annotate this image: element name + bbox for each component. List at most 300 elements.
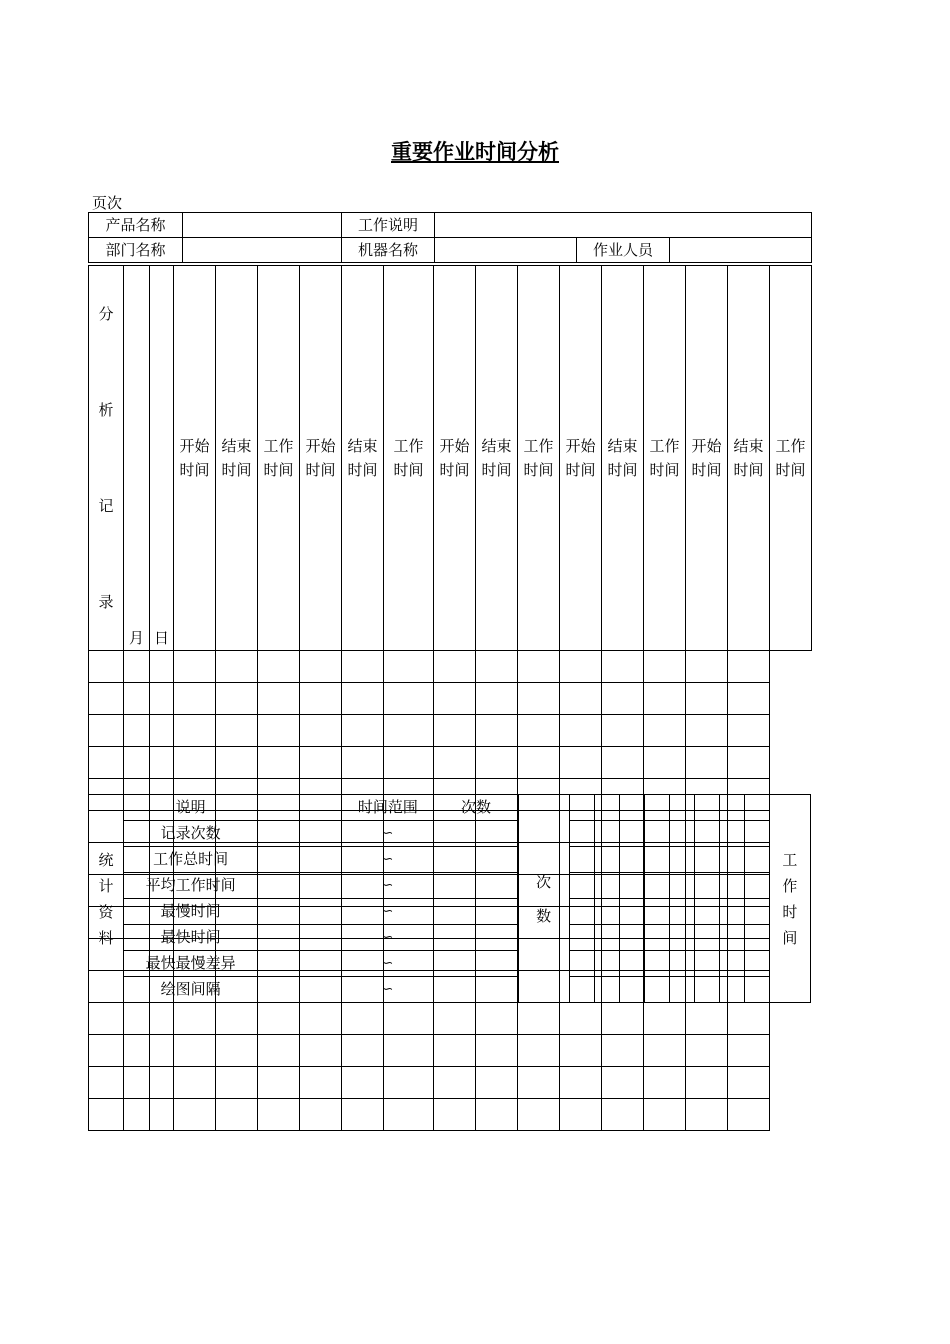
column-header-top: 结束 [733,437,764,455]
chart-grid-cell[interactable] [694,925,719,951]
record-cell[interactable] [300,683,342,715]
statistics-table [88,794,811,1003]
chart-grid-cell[interactable] [744,795,769,821]
record-cell[interactable] [124,1067,150,1099]
record-cell[interactable] [728,683,770,715]
record-cell[interactable] [258,1003,300,1035]
record-cell[interactable] [150,715,174,747]
chart-grid-cell[interactable] [719,899,744,925]
record-cell[interactable] [644,1099,686,1131]
stat-item-label: 工作总时间 [124,847,258,873]
work-desc-label: 工作说明 [342,213,435,238]
side-label-char: 析 [98,401,114,419]
record-cell[interactable] [602,715,644,747]
record-cell[interactable] [342,683,384,715]
stats-row [89,899,811,925]
record-cell[interactable] [518,1067,560,1099]
record-cell[interactable] [258,747,300,779]
column-header-top: 开始 [565,437,596,455]
record-cell[interactable] [728,1099,770,1131]
stat-count-cell[interactable] [434,977,518,1003]
chart-grid-cell[interactable] [719,873,744,899]
record-cell[interactable] [434,1067,476,1099]
stat-value-cell[interactable] [258,925,342,951]
record-cell[interactable] [342,747,384,779]
time-column-header [174,266,216,651]
time-column-header [644,266,686,651]
stats-row [89,821,811,847]
chart-grid-cell[interactable] [669,899,694,925]
vertical-label-char: 工 [782,850,798,869]
stats-row [89,847,811,873]
time-range-tilde[interactable]: ∽ [342,899,434,925]
record-cell[interactable] [300,1099,342,1131]
vertical-label-char: 计 [98,876,114,895]
worktime-axis-label [769,795,810,1003]
record-cell[interactable] [686,1099,728,1131]
chart-grid-cell[interactable] [644,899,669,925]
chart-grid-cell[interactable] [669,847,694,873]
record-cell[interactable] [216,683,258,715]
table-row [89,1067,812,1099]
stat-count-cell[interactable] [434,951,518,977]
record-cell[interactable] [300,747,342,779]
chart-grid-cell[interactable] [669,977,694,1003]
record-cell[interactable] [728,715,770,747]
chart-grid-cell[interactable] [694,977,719,1003]
record-cell[interactable] [560,1099,602,1131]
chart-grid-cell[interactable] [594,873,619,899]
record-cell[interactable] [518,1003,560,1035]
info-table [88,212,812,263]
record-cell[interactable] [644,651,686,683]
chart-grid-cell[interactable] [569,951,594,977]
record-cell[interactable] [342,651,384,683]
record-cell[interactable] [384,715,434,747]
record-cell[interactable] [174,1099,216,1131]
record-cell[interactable] [174,1067,216,1099]
stat-value-cell[interactable] [258,977,342,1003]
record-cell[interactable] [518,1099,560,1131]
record-cell[interactable] [518,1035,560,1067]
column-header-top: 工作 [523,437,554,455]
column-header-bottom: 时间 [733,461,764,479]
page-title: 重要作业时间分析 [391,139,559,164]
record-cell[interactable] [686,1035,728,1067]
record-cell[interactable] [258,1067,300,1099]
chart-grid-cell[interactable] [669,873,694,899]
vertical-label-char: 统 [98,850,114,869]
record-cell[interactable] [124,1003,150,1035]
record-cell[interactable] [174,1035,216,1067]
record-cell[interactable] [728,651,770,683]
chart-grid-cell[interactable] [619,899,644,925]
stat-count-cell[interactable] [434,821,518,847]
time-column-header [258,266,300,651]
record-cell[interactable] [434,715,476,747]
time-column-header [518,266,560,651]
stat-value-cell[interactable] [258,873,342,899]
count-header: 次数 [434,795,518,821]
record-cell[interactable] [89,715,124,747]
record-cell[interactable] [384,1067,434,1099]
record-cell[interactable] [560,715,602,747]
record-cell[interactable] [384,1099,434,1131]
chart-grid-cell[interactable] [694,847,719,873]
record-cell[interactable] [518,715,560,747]
chart-grid-cell[interactable] [644,977,669,1003]
record-cell[interactable] [476,1067,518,1099]
stats-row [89,795,811,821]
record-cell[interactable] [602,683,644,715]
column-header-top: 开始 [179,437,210,455]
record-cell[interactable] [216,1067,258,1099]
record-cell[interactable] [342,1099,384,1131]
column-header-top: 工作 [263,437,294,455]
chart-grid-cell[interactable] [694,873,719,899]
column-header-bottom: 时间 [439,461,470,479]
record-cell[interactable] [518,651,560,683]
record-cell[interactable] [476,683,518,715]
machine-name-field[interactable] [435,238,577,263]
time-range-tilde[interactable]: ∽ [342,925,434,951]
record-cell[interactable] [384,747,434,779]
record-cell[interactable] [216,651,258,683]
work-desc-field[interactable] [435,213,812,238]
record-cell[interactable] [518,683,560,715]
chart-grid-cell[interactable] [744,925,769,951]
record-cell[interactable] [174,1003,216,1035]
stat-count-cell[interactable] [434,899,518,925]
record-cell[interactable] [560,1003,602,1035]
column-header-bottom: 时间 [481,461,512,479]
chart-grid-cell[interactable] [594,847,619,873]
record-cell[interactable] [300,1003,342,1035]
time-column-header [560,266,602,651]
chart-grid-cell[interactable] [569,847,594,873]
record-cell[interactable] [89,651,124,683]
chart-grid-cell[interactable] [719,977,744,1003]
record-cell[interactable] [216,1003,258,1035]
record-cell[interactable] [150,683,174,715]
record-cell[interactable] [476,1099,518,1131]
record-cell[interactable] [124,1099,150,1131]
desc-blank-cell[interactable] [258,795,342,821]
record-cell[interactable] [476,747,518,779]
stats-side-text [99,851,114,947]
column-header-top: 开始 [305,437,336,455]
record-cell[interactable] [686,683,728,715]
stats-row [89,873,811,899]
chart-grid-cell[interactable] [594,795,619,821]
record-cell[interactable] [644,1003,686,1035]
side-label-char: 录 [98,593,114,611]
operator-label: 作业人员 [577,238,670,263]
record-cell[interactable] [476,1035,518,1067]
record-cell[interactable] [644,683,686,715]
record-cell[interactable] [560,651,602,683]
chart-grid-cell[interactable] [619,821,644,847]
record-cell[interactable] [150,1003,174,1035]
record-cell[interactable] [150,1099,174,1131]
dept-name-field[interactable] [183,238,342,263]
record-cell[interactable] [150,1067,174,1099]
record-cell[interactable] [434,1003,476,1035]
column-header-bottom: 时间 [221,461,252,479]
chart-grid-cell[interactable] [694,795,719,821]
record-cell[interactable] [728,1003,770,1035]
record-cell[interactable] [384,1003,434,1035]
chart-grid-cell[interactable] [569,899,594,925]
chart-grid-cell[interactable] [744,951,769,977]
record-cell[interactable] [258,683,300,715]
record-cell[interactable] [434,1035,476,1067]
record-cell[interactable] [644,747,686,779]
column-header-bottom: 时间 [347,461,378,479]
record-cell[interactable] [686,651,728,683]
chart-grid-cell[interactable] [719,821,744,847]
column-header-top: 开始 [439,437,470,455]
record-cell[interactable] [476,651,518,683]
record-cell[interactable] [89,747,124,779]
record-cell[interactable] [602,1067,644,1099]
chart-grid-cell[interactable] [644,925,669,951]
time-range-tilde[interactable]: ∽ [342,951,434,977]
chart-grid-cell[interactable] [619,795,644,821]
chart-grid-cell[interactable] [644,795,669,821]
time-column-header [770,266,812,651]
time-range-tilde[interactable]: ∽ [342,847,434,873]
record-cell[interactable] [174,651,216,683]
record-cell[interactable] [258,715,300,747]
vertical-label-char: 间 [782,928,798,947]
chart-grid-cell[interactable] [569,821,594,847]
stats-row [89,951,811,977]
record-cell[interactable] [686,1003,728,1035]
record-cell[interactable] [602,651,644,683]
record-cell[interactable] [124,651,150,683]
chart-grid-cell[interactable] [619,951,644,977]
record-cell[interactable] [342,715,384,747]
time-column-header [602,266,644,651]
record-cell[interactable] [560,1067,602,1099]
record-cell[interactable] [476,1003,518,1035]
record-cell[interactable] [124,683,150,715]
record-cell[interactable] [300,1035,342,1067]
record-cell[interactable] [644,1067,686,1099]
record-cell[interactable] [560,747,602,779]
chart-grid-cell[interactable] [569,795,594,821]
record-cell[interactable] [300,715,342,747]
record-cell[interactable] [300,651,342,683]
stat-value-cell[interactable] [258,899,342,925]
chart-grid-cell[interactable] [569,977,594,1003]
record-cell[interactable] [89,1067,124,1099]
chart-grid-cell[interactable] [594,821,619,847]
record-cell[interactable] [89,683,124,715]
stat-value-cell[interactable] [258,951,342,977]
record-cell[interactable] [728,1035,770,1067]
chart-grid-cell[interactable] [569,925,594,951]
day-label: 日 [153,629,169,647]
record-cell[interactable] [342,1003,384,1035]
time-range-tilde[interactable]: ∽ [342,977,434,1003]
column-header-top: 开始 [691,437,722,455]
vertical-label-char: 次 [536,872,552,891]
stat-item-label: 最快时间 [124,925,258,951]
chart-grid-cell[interactable] [669,821,694,847]
record-cell[interactable] [174,683,216,715]
record-cell[interactable] [602,1099,644,1131]
chart-grid-cell[interactable] [594,951,619,977]
product-name-field[interactable] [183,213,342,238]
column-header-top: 工作 [649,437,680,455]
time-range-tilde[interactable]: ∽ [342,873,434,899]
stat-item-label: 平均工作时间 [124,873,258,899]
record-cell[interactable] [728,747,770,779]
record-cell[interactable] [434,651,476,683]
record-cell[interactable] [342,1035,384,1067]
record-cell[interactable] [518,747,560,779]
time-column-header [342,266,384,651]
record-cell[interactable] [560,683,602,715]
stat-item-label: 最快最慢差异 [124,951,258,977]
record-cell[interactable] [89,1003,124,1035]
side-label-char: 记 [98,497,114,515]
chart-grid-cell[interactable] [644,873,669,899]
chart-grid-cell[interactable] [694,951,719,977]
record-cell[interactable] [174,747,216,779]
stat-count-cell[interactable] [434,873,518,899]
record-cell[interactable] [434,683,476,715]
record-cell[interactable] [384,651,434,683]
record-cell[interactable] [89,1035,124,1067]
record-cell[interactable] [150,651,174,683]
record-cell[interactable] [342,1067,384,1099]
record-cell[interactable] [216,747,258,779]
chart-grid-cell[interactable] [719,925,744,951]
record-cell[interactable] [258,1099,300,1131]
chart-grid-cell[interactable] [744,821,769,847]
stat-value-cell[interactable] [258,847,342,873]
stat-item-label: 最慢时间 [124,899,258,925]
record-cell[interactable] [728,1067,770,1099]
stat-item-label: 绘图间隔 [124,977,258,1003]
record-cell[interactable] [602,747,644,779]
record-cell[interactable] [434,1099,476,1131]
table-row [89,747,812,779]
record-cell[interactable] [258,651,300,683]
chart-grid-cell[interactable] [594,925,619,951]
record-cell[interactable] [602,1035,644,1067]
vertical-label-char: 时 [782,902,798,921]
time-column-header [728,266,770,651]
desc-header: 说明 [124,795,258,821]
time-range-tilde[interactable]: ∽ [342,821,434,847]
record-cell[interactable] [686,747,728,779]
record-cell[interactable] [124,747,150,779]
record-cell[interactable] [124,715,150,747]
record-cell[interactable] [89,1099,124,1131]
chart-grid-cell[interactable] [744,899,769,925]
record-cell[interactable] [644,1035,686,1067]
record-cell[interactable] [686,715,728,747]
time-column-header [216,266,258,651]
page-number-label: 页次 [92,194,123,212]
chart-grid-cell[interactable] [694,899,719,925]
chart-grid-cell[interactable] [644,951,669,977]
chart-grid-cell[interactable] [744,977,769,1003]
day-header [150,266,174,651]
chart-grid-cell[interactable] [594,977,619,1003]
record-cell[interactable] [174,715,216,747]
chart-grid-cell[interactable] [669,795,694,821]
record-cell[interactable] [258,1035,300,1067]
record-cell[interactable] [216,1099,258,1131]
chart-grid-cell[interactable] [719,847,744,873]
chart-grid-cell[interactable] [719,951,744,977]
record-cell[interactable] [150,1035,174,1067]
record-cell[interactable] [124,1035,150,1067]
chart-grid-cell[interactable] [644,821,669,847]
record-cell[interactable] [216,1035,258,1067]
product-name-label: 产品名称 [89,213,183,238]
chart-grid-cell[interactable] [619,847,644,873]
record-cell[interactable] [150,747,174,779]
record-cell[interactable] [686,1067,728,1099]
chart-grid-cell[interactable] [694,821,719,847]
stats-side-label [89,795,124,1003]
column-header-bottom: 时间 [523,461,554,479]
column-header-bottom: 时间 [607,461,638,479]
record-cell[interactable] [384,1035,434,1067]
chart-grid-cell[interactable] [644,847,669,873]
record-cell[interactable] [434,747,476,779]
time-column-header [686,266,728,651]
chart-grid-cell[interactable] [669,951,694,977]
stat-count-cell[interactable] [434,847,518,873]
vertical-label-char: 资 [98,902,114,921]
range-header: 时间范围 [342,795,434,821]
chart-grid-cell[interactable] [619,925,644,951]
chart-grid-cell[interactable] [619,873,644,899]
stat-value-cell[interactable] [258,821,342,847]
column-header-bottom: 时间 [263,461,294,479]
record-cell[interactable] [602,1003,644,1035]
stat-item-label: 记录次数 [124,821,258,847]
record-cell[interactable] [560,1035,602,1067]
chart-grid-cell[interactable] [594,899,619,925]
table-row [89,1099,812,1131]
chart-grid-cell[interactable] [669,925,694,951]
column-header-bottom: 时间 [393,461,424,479]
stat-count-cell[interactable] [434,925,518,951]
time-column-header [300,266,342,651]
table-row [89,1003,812,1035]
chart-grid-cell[interactable] [619,977,644,1003]
record-cell[interactable] [300,1067,342,1099]
chart-grid-cell[interactable] [744,873,769,899]
chart-grid-cell[interactable] [744,847,769,873]
record-cell[interactable] [384,683,434,715]
chart-grid-cell[interactable] [719,795,744,821]
operator-field[interactable] [670,238,812,263]
table-row [89,651,812,683]
record-cell[interactable] [644,715,686,747]
record-cell[interactable] [476,715,518,747]
record-cell[interactable] [216,715,258,747]
chart-grid-cell[interactable] [569,873,594,899]
